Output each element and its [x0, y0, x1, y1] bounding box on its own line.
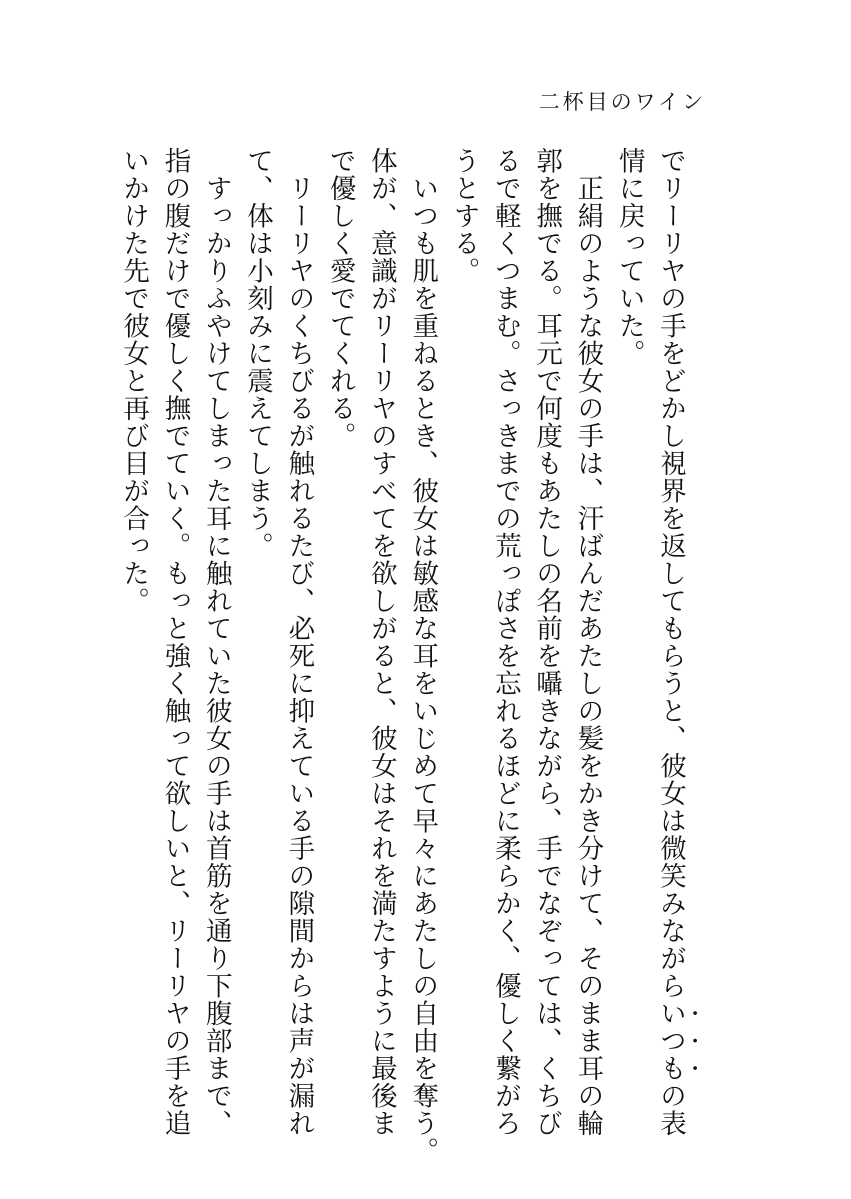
- text-line-9: で優しく愛でてくれる。: [324, 147, 356, 450]
- text-line-8: 体が、意識がリーリヤのすべてを欲しがると、彼女はそれを満たすように最後ま: [365, 147, 397, 1137]
- text-line-3: 正絹のような彼女の手は、汗ばんだあたしの髪をかき分けて、そのまま耳の輪: [572, 147, 604, 1137]
- text-line-11: て、体は小刻みに震えてしまう。: [242, 147, 274, 560]
- text-line-5: るで軽くつまむ。さっきまでの荒っぽさを忘れるほどに柔らかく、優しく繋がろ: [489, 147, 521, 1137]
- emphasis-dots-text: いつも: [655, 999, 686, 1082]
- text-line-1: でリーリヤの手をどかし視界を返してもらうと、彼女は微笑みながらいつもの表: [655, 147, 686, 1137]
- text-line-2: 情に戻っていた。: [613, 147, 645, 367]
- text-line-10: リーリヤのくちびるが触れるたび、必死に抑えている手の隙間からは声が漏れ: [283, 147, 315, 1137]
- text-line-13: 指の腹だけで優しく撫でていく。もっと強く触って欲しいと、リーリヤの手を追: [159, 147, 191, 1137]
- running-title: 二杯目のワイン: [538, 90, 706, 114]
- vertical-body-text: [113, 147, 701, 1165]
- text-line-4: 郭を撫でる。耳元で何度もあたしの名前を囁きながら、手でなぞっては、くちび: [531, 147, 563, 1137]
- text-line-7: いつも肌を重ねるとき、彼女は敏感な耳をいじめて早々にあたしの自由を奪う。: [407, 147, 439, 1165]
- text-line-12: すっかりふやけてしまった耳に触れていた彼女の手は首筋を通り下腹部まで、: [200, 147, 232, 1137]
- text-line-6: うとする。: [448, 147, 480, 285]
- text-line-14: いかけた先で彼女と再び目が合った。: [118, 147, 150, 615]
